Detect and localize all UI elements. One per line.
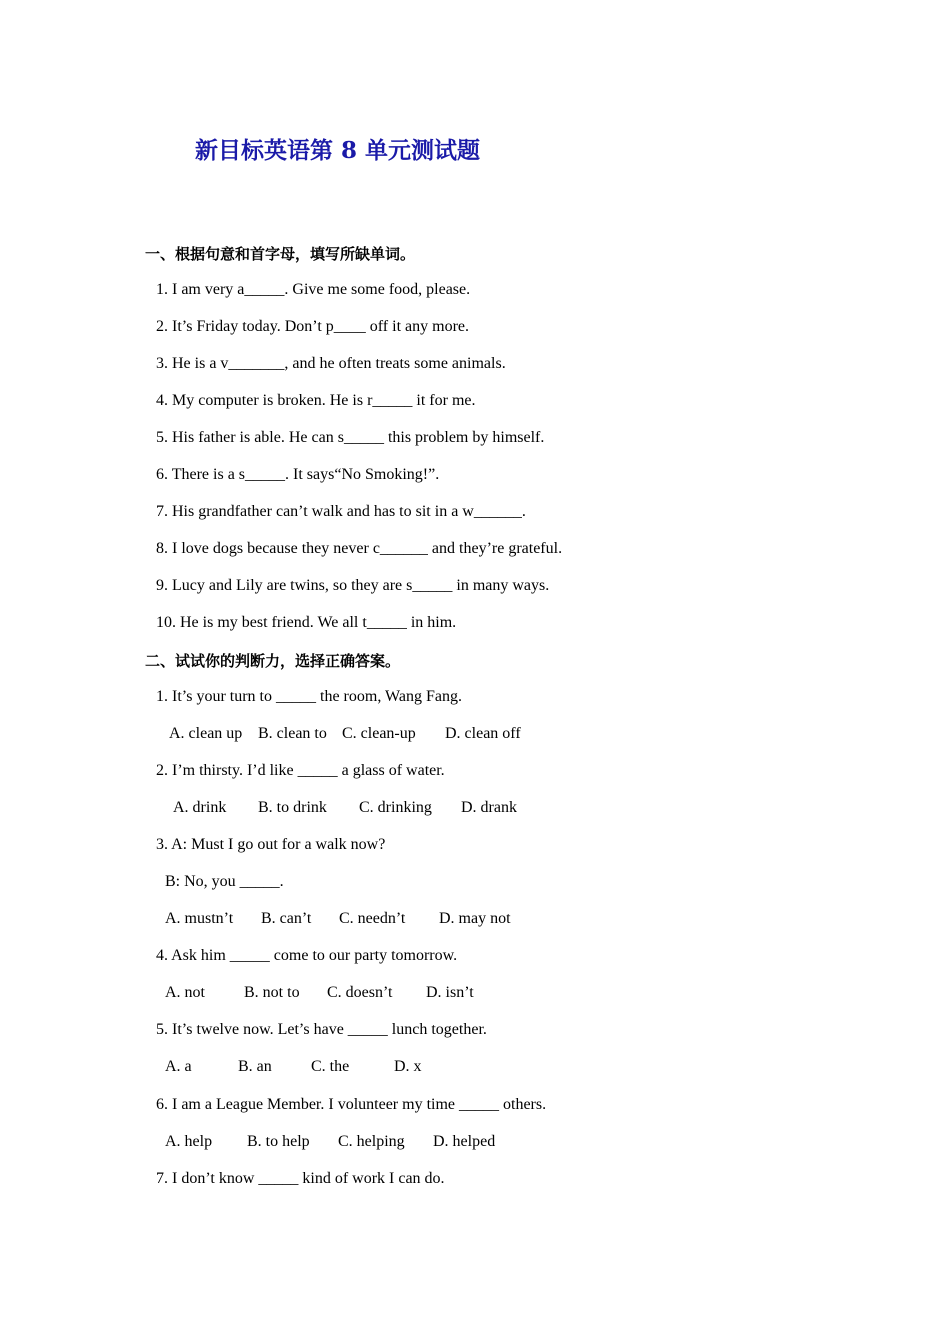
question-stem: 2. I’m thirsty. I’d like _____ a glass of water. xyxy=(156,762,445,779)
question-stem: 7. I don’t know _____ kind of work I can do. xyxy=(156,1170,445,1187)
fill-in-item: 2. It’s Friday today. Don’t p____ off it any more. xyxy=(156,318,469,335)
fill-in-item: 5. His father is able. He can s_____ this problem by himself. xyxy=(156,429,545,446)
option: D. isn’t xyxy=(426,984,474,1001)
question-stem: 3. A: Must I go out for a walk now? xyxy=(156,836,386,853)
question-stem: 1. It’s your turn to _____ the room, Wang Fang. xyxy=(156,688,462,705)
fill-in-item: 10. He is my best friend. We all t_____ in him. xyxy=(156,614,457,631)
option: D. x xyxy=(394,1058,422,1075)
option: D. drank xyxy=(461,799,517,816)
question-stem: 4. Ask him _____ come to our party tomorrow. xyxy=(156,947,458,964)
option: D. may not xyxy=(439,910,511,927)
question-stem: 5. It’s twelve now. Let’s have _____ lunch together. xyxy=(156,1021,487,1038)
option: C. the xyxy=(311,1058,350,1075)
section-heading-fill-in: 一、根据句意和首字母，填写所缺单词。 xyxy=(145,245,416,263)
page-title: 新目标英语第 8 单元测试题 xyxy=(195,137,481,164)
option: A. not xyxy=(165,984,205,1001)
option: C. helping xyxy=(338,1133,405,1150)
question-stem: 6. I am a League Member. I volunteer my time _____ others. xyxy=(156,1096,547,1113)
option: C. needn’t xyxy=(339,910,406,927)
option: B. not to xyxy=(244,984,300,1001)
option: B. to drink xyxy=(258,799,327,816)
fill-in-item: 6. There is a s_____. It says“No Smoking!”. xyxy=(156,466,440,483)
option: A. a xyxy=(165,1058,192,1075)
option: C. clean-up xyxy=(342,725,416,742)
option: B. an xyxy=(238,1058,272,1075)
option: A. help xyxy=(165,1133,213,1150)
question-stem-continuation: B: No, you _____. xyxy=(165,873,284,890)
option: C. drinking xyxy=(359,799,432,816)
option: A. drink xyxy=(173,799,227,816)
option: B. clean to xyxy=(258,725,327,742)
section-heading-multiple-choice: 二、试试你的判断力，选择正确答案。 xyxy=(145,652,401,670)
option: A. mustn’t xyxy=(165,910,234,927)
option: B. to help xyxy=(247,1133,310,1150)
fill-in-item: 3. He is a v_______, and he often treats some animals. xyxy=(156,355,506,372)
fill-in-item: 1. I am very a_____. Give me some food, please. xyxy=(156,281,471,298)
option: D. clean off xyxy=(445,725,521,742)
option: B. can’t xyxy=(261,910,312,927)
fill-in-item: 4. My computer is broken. He is r_____ it for me. xyxy=(156,392,476,409)
fill-in-item: 9. Lucy and Lily are twins, so they are s_____ in many ways. xyxy=(156,577,550,594)
option: D. helped xyxy=(433,1133,496,1150)
option: C. doesn’t xyxy=(327,984,393,1001)
fill-in-item: 8. I love dogs because they never c______ and they’re grateful. xyxy=(156,540,563,557)
fill-in-item: 7. His grandfather can’t walk and has to sit in a w______. xyxy=(156,503,526,520)
option: A. clean up xyxy=(169,725,243,742)
